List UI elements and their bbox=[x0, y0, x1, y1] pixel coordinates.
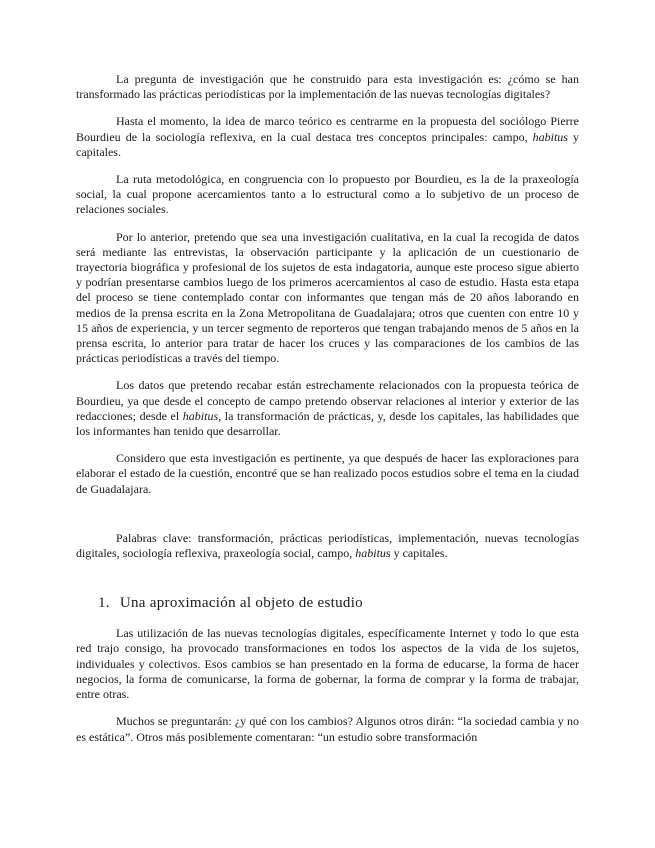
paragraph-research-question: La pregunta de investigación que he construido para esta investigación es: ¿cómo se han transformado las prácticas periodísticas por la implementación de las nuevas tecnologías digitales? bbox=[76, 72, 579, 102]
habitus-term: habitus bbox=[355, 546, 391, 561]
habitus-term: habitus bbox=[182, 408, 219, 423]
paragraph-qualitative-approach: Por lo anterior, pretendo que sea una investigación cualitativa, en la cual la recogida de datos será mediante las entrevistas, la observación participante y la aplicación de un cuestionario de trayectoria biográfica y profesional de los sujetos de esta indagatoria, aunque este proceso sigue abierto y podrían presentarse cambios luego de los primeros acercamientos al caso de estudio. Hasta esta etapa del proceso se tiene contemplado contar con informantes que tengan más de 20 años laborando en medios de la prensa escrita en la Zona Metropolitana de Guadalajara; otros que cuenten con entre 10 y 15 años de experiencia, y un tercer segmento de reporteros que tengan trabajando menos de 5 años en la prensa escrita, lo anterior para tratar de hacer los cruces y las comparaciones de los cambios de las prácticas periodísticas a través del tiempo. bbox=[76, 229, 579, 366]
document-body bbox=[76, 72, 579, 757]
paragraph-text: y capitales. bbox=[76, 129, 580, 159]
paragraph-relevance: Considero que esta investigación es pertinente, ya que después de hacer las exploraciones para elaborar el estado de la cuestión, encontré que se han realizado pocos estudios sobre el tema en la ciudad de Guadalajara. bbox=[76, 451, 579, 496]
keywords-text: y capitales. bbox=[390, 546, 448, 561]
paragraph-digital-technologies: Las utilización de las nuevas tecnologías digitales, específicamente Internet y todo lo que esta red trajo consigo, ha provocado transformaciones en todos los aspectos de la vida de los sujetos, individuales y colectivos. Esos cambios se han presentado en la forma de educarse, la forma de hacer negocios, la forma de comunicarse, la forma de gobernar, la forma de comprar y la forma de trabajar, entre otras. bbox=[76, 626, 579, 702]
paragraph-methodology: La ruta metodológica, en congruencia con lo propuesto por Bourdieu, es la de la praxeología social, la cual propone acercamientos tanto a lo estructural como a lo subjetivo de un proceso de relaciones sociales. bbox=[76, 172, 579, 217]
keywords-paragraph bbox=[76, 531, 579, 561]
paragraph-questions: Muchos se preguntarán: ¿y qué con los cambios? Algunos otros dirán: “la sociedad cambia y no es estática”. Otros más posiblemente comentaran: “un estudio sobre transformación bbox=[76, 714, 579, 744]
paragraph-text: Hasta el momento, la idea de marco teórico es centrarme en la propuesta del sociólogo Pierre Bourdieu de la sociología reflexiva, en la cual destaca tres conceptos principales: campo, bbox=[76, 114, 579, 144]
section-number: 1. bbox=[98, 595, 110, 612]
habitus-term: habitus bbox=[532, 129, 568, 144]
paragraph-theoretical-framework bbox=[76, 114, 579, 160]
paragraph-text: , la transformación de prácticas, y, desde los capitales, las habilidades que los informantes han tenido que desarrollar. bbox=[76, 408, 579, 439]
paragraph-data-collection bbox=[76, 378, 579, 439]
section-title: Una aproximación al objeto de estudio bbox=[119, 595, 363, 612]
paragraph-text: Los datos que pretendo recabar están estrechamente relacionados con la propuesta teórica de Bourdieu, ya que desde el concepto de campo pretendo observar relaciones al interior y exterior de las redacciones; desde el bbox=[76, 378, 579, 423]
section-heading bbox=[98, 595, 579, 612]
keywords-text: Palabras clave: transformación, prácticas periodísticas, implementación, nuevas tecnologías digitales, sociología reflexiva, praxeología social, campo, bbox=[76, 530, 579, 561]
